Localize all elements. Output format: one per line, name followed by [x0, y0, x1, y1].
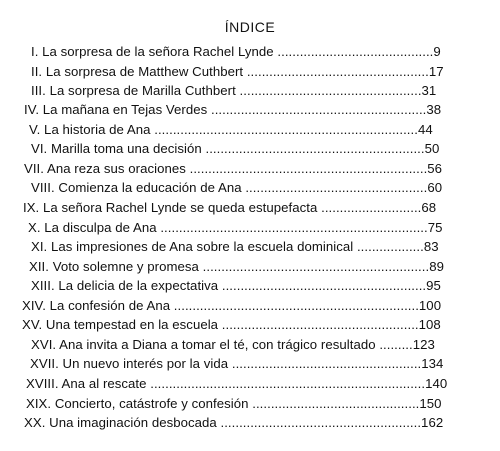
toc-entry-13: XIII. La delicia de la expectativa .......................................................95	[31, 278, 441, 293]
toc-entry-3: III. La sorpresa de Marilla Cuthbert .................................................31	[31, 83, 437, 98]
toc-entry-16: XVI. Ana invita a Diana a tomar el té, con trágico resultado .........123	[31, 337, 435, 352]
toc-entry-20: XX. Una imaginación desbocada ......................................................162	[24, 415, 444, 430]
toc-entry-8: VIII. Comienza la educación de Ana .................................................60	[31, 180, 443, 195]
toc-entry-15: XV. Una tempestad en la escuela .....................................................108	[22, 317, 441, 332]
toc-entry-9: IX. La señora Rachel Lynde se queda estupefacta ...........................68	[23, 200, 437, 215]
toc-entry-4: IV. La mañana en Tejas Verdes ..........................................................38	[24, 102, 442, 117]
toc-entry-12: XII. Voto solemne y promesa .............................................................89	[29, 259, 444, 274]
toc-entry-14: XIV. La confesión de Ana ..................................................................100	[22, 298, 442, 313]
toc-entry-7: VII. Ana reza sus oraciones ................................................................56	[24, 161, 443, 176]
toc-entry-17: XVII. Un nuevo interés por la vida ...................................................134	[30, 356, 444, 371]
toc-entry-1: I. La sorpresa de la señora Rachel Lynde ..........................................9	[31, 44, 441, 59]
toc-entry-11: XI. Las impresiones de Ana sobre la escuela dominical ..................83	[31, 239, 439, 254]
toc-entry-19: XIX. Concierto, catástrofe y confesión .............................................150	[26, 396, 442, 411]
toc-entry-6: VI. Marilla toma una decisión ...........................................................50	[31, 141, 440, 156]
toc-entry-18: XVIII. Ana al rescate ..........................................................................140	[26, 376, 448, 391]
toc-entry-10: X. La disculpa de Ana ........................................................................75	[28, 220, 443, 235]
index-heading: ÍNDICE	[224, 19, 276, 35]
toc-entry-5: V. La historia de Ana .......................................................................44	[29, 122, 433, 137]
toc-entry-2: II. La sorpresa de Matthew Cuthbert .................................................17	[31, 64, 444, 79]
